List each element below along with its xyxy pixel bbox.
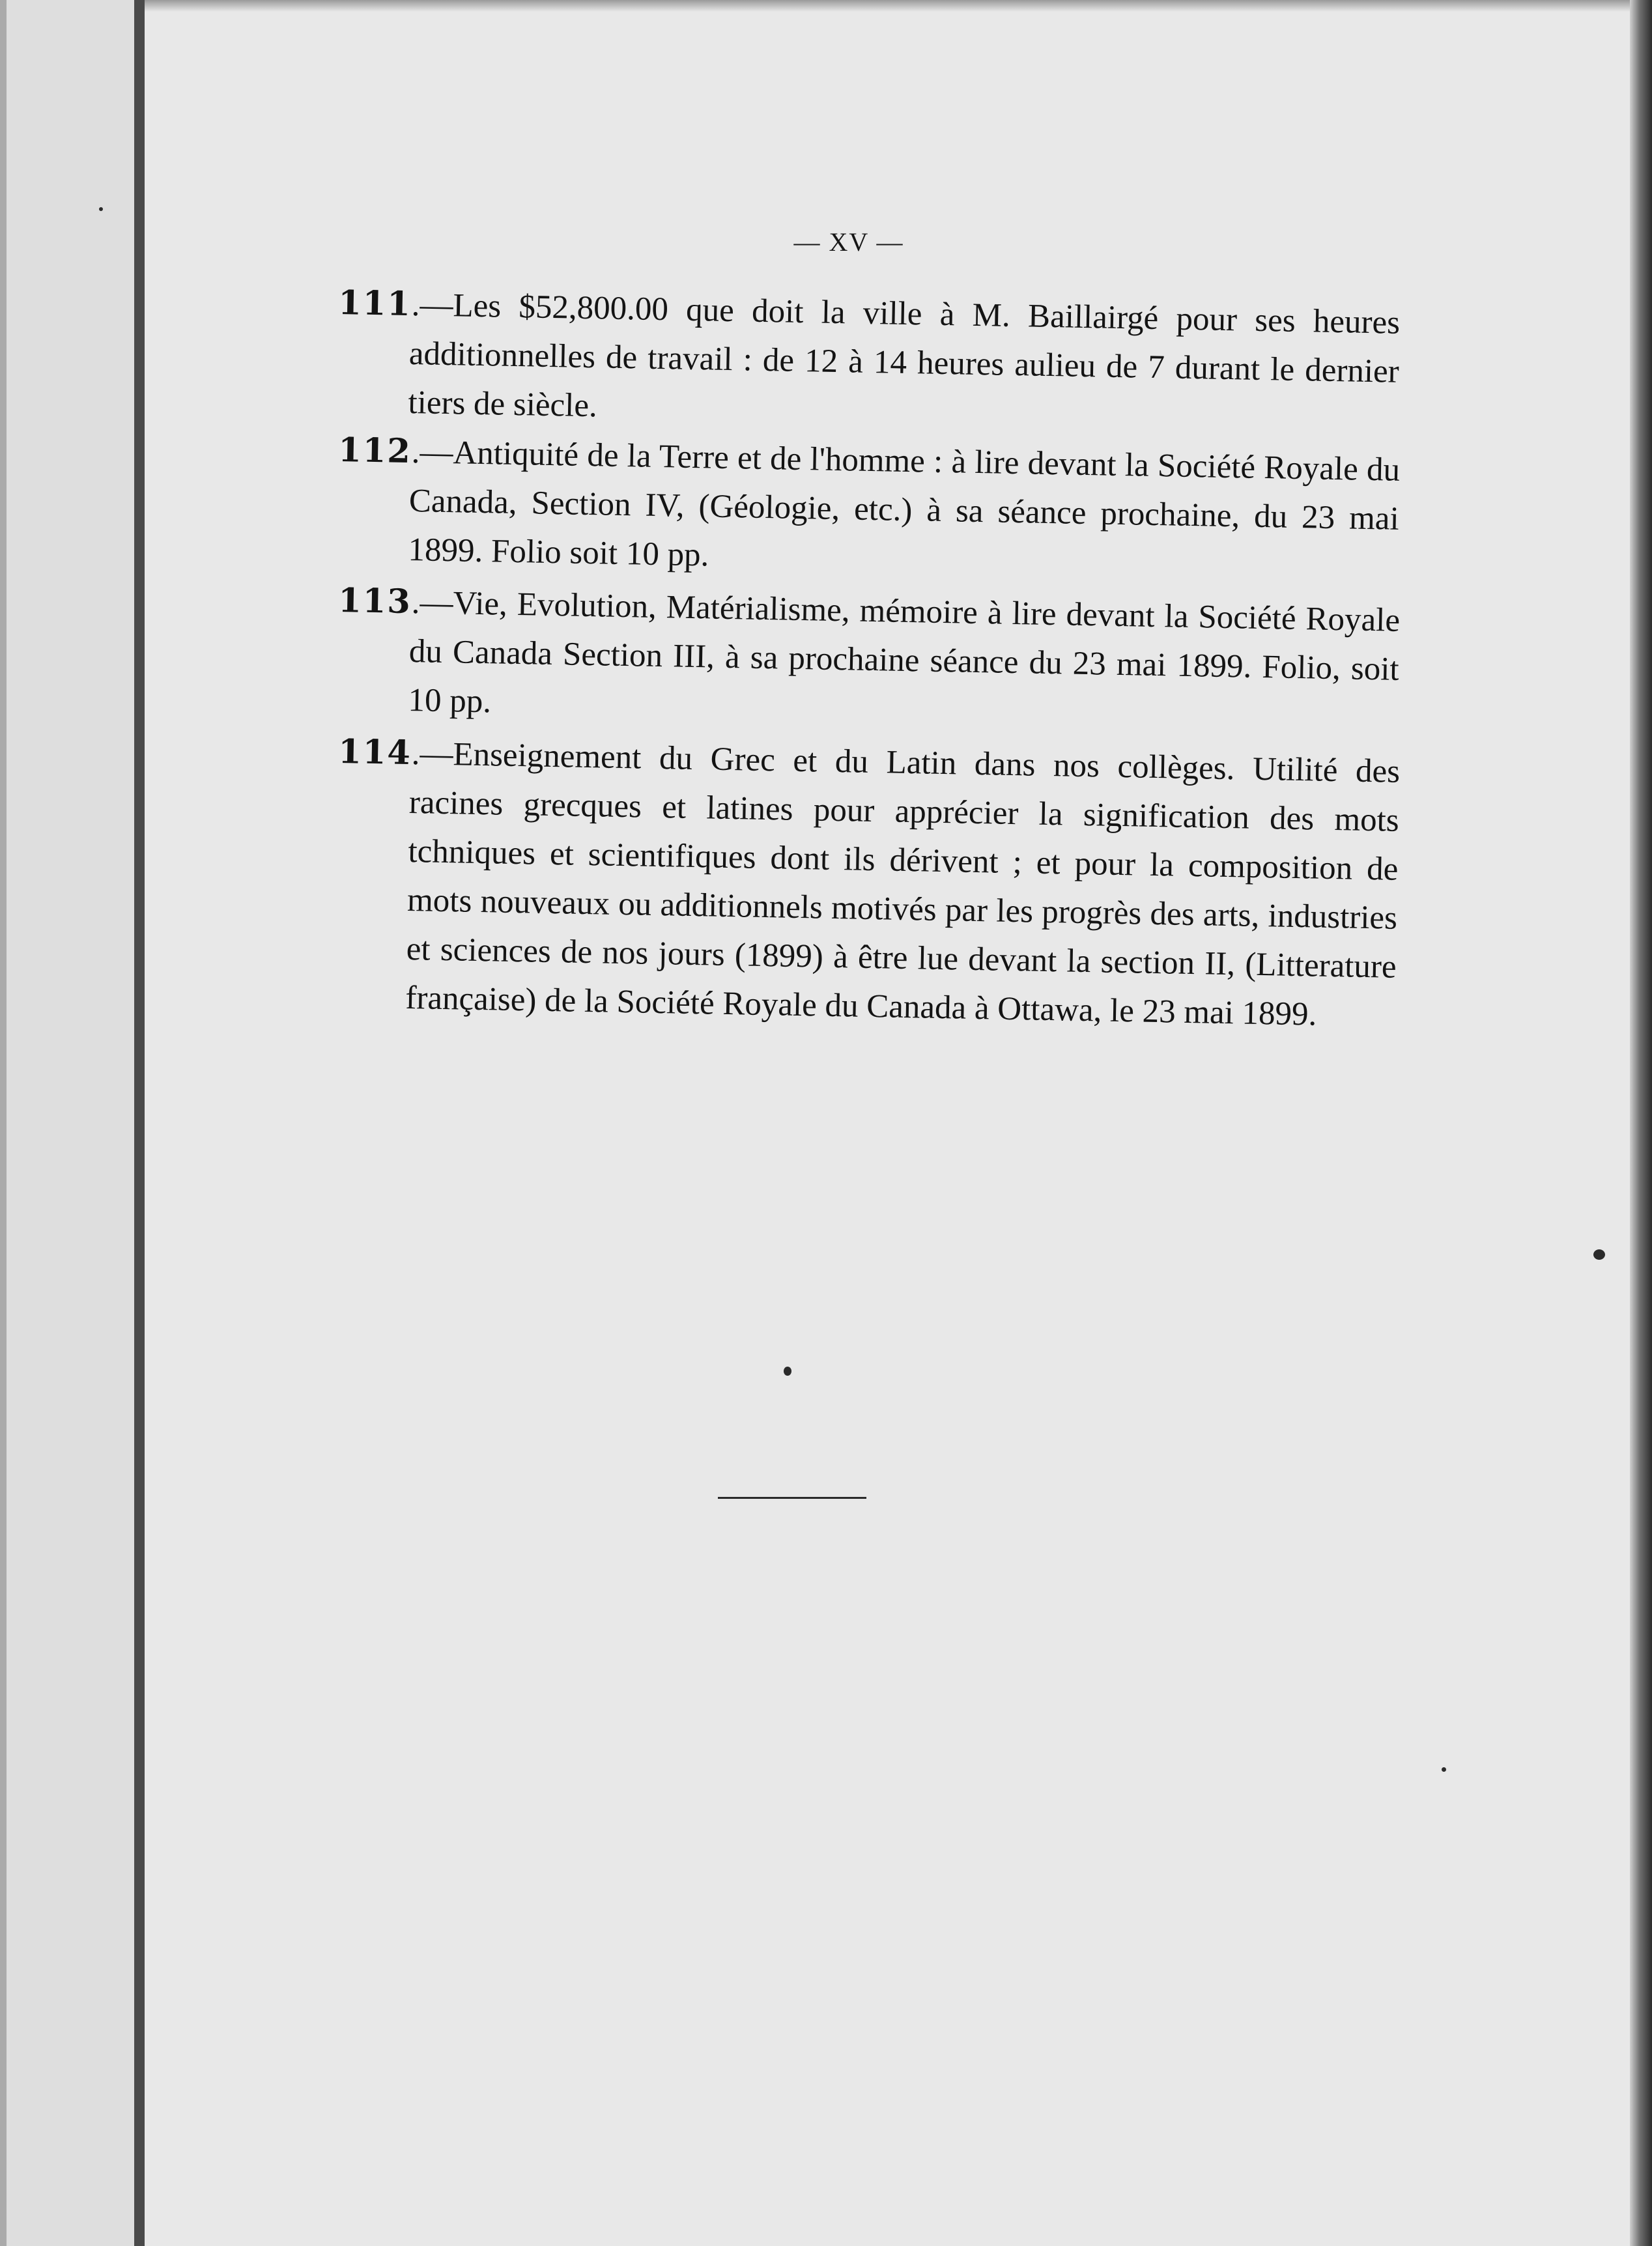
ink-speck bbox=[784, 1367, 791, 1376]
entry-number: 111 bbox=[337, 283, 412, 324]
entry-text: .—Vie, Evolution, Matérialisme, mémoire à lire devant la Société Royale du Canada Section III, à sa prochaine séance du 23 mai 1899. Folio, soit 10 pp. bbox=[408, 584, 1401, 720]
ink-speck bbox=[99, 207, 103, 211]
list-item bbox=[334, 728, 1401, 1041]
ink-speck bbox=[1442, 1767, 1446, 1772]
end-rule bbox=[718, 1497, 866, 1499]
entry-number: 112 bbox=[337, 430, 412, 472]
entry-number: 114 bbox=[337, 732, 412, 773]
list-item bbox=[336, 576, 1401, 743]
ink-speck bbox=[1593, 1249, 1605, 1260]
entry-text: .—Enseignement du Grec et du Latin dans nos collèges. Utilité des racines grecques et latines pour apprécier la signification des mots tchniques et scientifiques dont ils dérivent ; et pour la composition de mots nouveaux ou additionnels motivés par les progrès des arts, industries et sciences de nos jours (1899) à être lue devant la section II, (Litterature française) de la Société Royale du Canada à Ottawa, le 23 mai 1899. bbox=[405, 735, 1401, 1033]
entry-number: 113 bbox=[337, 580, 412, 622]
entry-text: .—Antiquité de la Terre et de l'homme : à lire devant la Société Royale du Canada, Section IV, (Géologie, etc.) à sa séance prochaine, du 23 mai 1899. Folio soit 10 pp. bbox=[408, 434, 1401, 574]
page-number-header: — XV — bbox=[793, 227, 904, 257]
list-item bbox=[336, 426, 1401, 593]
list-item bbox=[336, 279, 1401, 446]
entry-text: .—Les $52,800.00 que doit la ville à M. Baillairgé pour ses heures additionnelles de travail : de 12 à 14 heures aulieu de 7 durant le dernier tiers de siècle. bbox=[408, 287, 1401, 425]
